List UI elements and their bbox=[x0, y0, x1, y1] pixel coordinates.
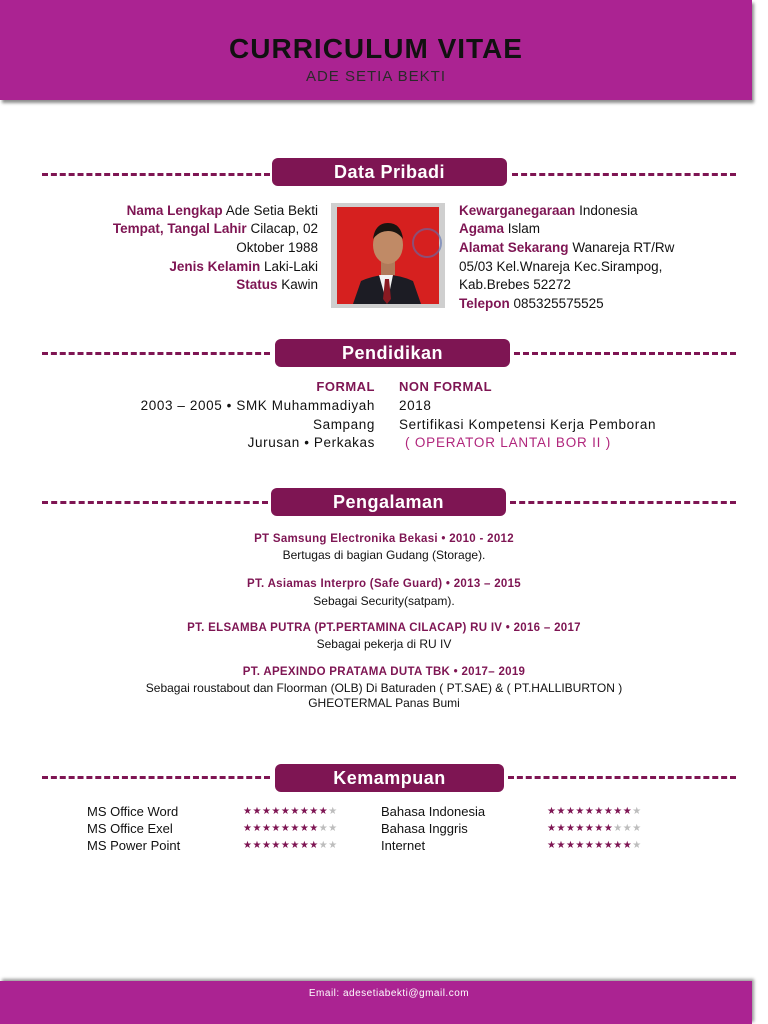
section-experience: Pengalaman bbox=[271, 488, 506, 516]
personal-label: Jenis Kelamin bbox=[169, 259, 261, 274]
star-filled-icon: ★ bbox=[280, 823, 291, 834]
star-filled-icon: ★ bbox=[299, 840, 310, 851]
star-filled-icon: ★ bbox=[309, 840, 319, 851]
star-empty-icon: ★ bbox=[622, 823, 633, 834]
star-filled-icon: ★ bbox=[556, 806, 566, 817]
star-filled-icon: ★ bbox=[243, 840, 253, 851]
personal-value: Wanareja RT/Rw bbox=[572, 240, 675, 255]
star-filled-icon: ★ bbox=[309, 823, 319, 834]
personal-value: Islam bbox=[507, 221, 541, 236]
personal-status-row bbox=[236, 276, 318, 295]
skill-name: Bahasa Indonesia bbox=[381, 804, 486, 819]
star-empty-icon: ★ bbox=[328, 823, 338, 834]
star-filled-icon: ★ bbox=[261, 823, 272, 834]
personal-name-row bbox=[127, 202, 318, 221]
star-empty-icon: ★ bbox=[613, 823, 623, 834]
personal-citizenship-row bbox=[459, 202, 638, 221]
star-filled-icon: ★ bbox=[309, 806, 319, 817]
star-empty-icon: ★ bbox=[328, 840, 338, 851]
skill-name: MS Office Exel bbox=[87, 821, 173, 836]
star-filled-icon: ★ bbox=[299, 823, 310, 834]
divider-line bbox=[42, 173, 270, 176]
nonformal-line: 2018 bbox=[399, 398, 432, 413]
personal-address-cont: 05/03 Kel.Wnareja Kec.Sirampog, bbox=[459, 259, 663, 274]
personal-address-row bbox=[459, 239, 674, 258]
section-education: Pendidikan bbox=[275, 339, 510, 367]
star-filled-icon: ★ bbox=[547, 806, 557, 817]
skill-name: Bahasa Inggris bbox=[381, 821, 468, 836]
personal-label: Kewarganegaraan bbox=[459, 203, 576, 218]
profile-photo bbox=[331, 203, 445, 308]
experience-title: PT. APEXINDO PRATAMA DUTA TBK • 2017– 2019 bbox=[242, 666, 526, 678]
star-filled-icon: ★ bbox=[280, 840, 291, 851]
star-filled-icon: ★ bbox=[271, 806, 281, 817]
experience-desc: GHEOTERMAL Panas Bumi bbox=[308, 696, 460, 710]
star-filled-icon: ★ bbox=[565, 806, 576, 817]
formal-line: Jurusan • Perkakas bbox=[247, 435, 375, 450]
experience-title: PT Samsung Electronika Bekasi • 2010 - 2012 bbox=[254, 533, 514, 545]
star-empty-icon: ★ bbox=[632, 823, 642, 834]
divider-line bbox=[510, 501, 736, 504]
personal-label: Alamat Sekarang bbox=[459, 240, 569, 255]
star-filled-icon: ★ bbox=[290, 823, 300, 834]
personal-religion-row bbox=[459, 220, 540, 239]
star-filled-icon: ★ bbox=[584, 823, 595, 834]
skill-name: Internet bbox=[381, 838, 426, 853]
personal-label: Agama bbox=[459, 221, 505, 236]
star-filled-icon: ★ bbox=[290, 806, 300, 817]
divider-line bbox=[508, 776, 736, 779]
star-filled-icon: ★ bbox=[622, 840, 633, 851]
star-filled-icon: ★ bbox=[575, 823, 585, 834]
divider-line bbox=[514, 352, 736, 355]
skill-name: MS Power Point bbox=[87, 838, 181, 853]
skill-rating bbox=[243, 823, 338, 834]
star-filled-icon: ★ bbox=[565, 840, 576, 851]
personal-value: Laki-Laki bbox=[263, 259, 318, 274]
personal-label: Nama Lengkap bbox=[126, 203, 223, 218]
personal-value: Indonesia bbox=[579, 203, 638, 218]
star-filled-icon: ★ bbox=[252, 823, 262, 834]
personal-gender-row bbox=[169, 258, 318, 277]
nonformal-highlight: ( OPERATOR LANTAI BOR II ) bbox=[405, 435, 612, 450]
nonformal-label: NON FORMAL bbox=[399, 379, 493, 394]
experience-title: PT. ELSAMBA PUTRA (PT.PERTAMINA CILACAP) RU IV • 2016 – 2017 bbox=[187, 622, 581, 634]
star-filled-icon: ★ bbox=[594, 823, 604, 834]
star-filled-icon: ★ bbox=[271, 840, 281, 851]
personal-birth-row bbox=[113, 220, 318, 239]
personal-label: Telepon bbox=[459, 296, 510, 311]
personal-value: Cilacap, 02 bbox=[250, 221, 318, 236]
star-filled-icon: ★ bbox=[575, 806, 585, 817]
star-filled-icon: ★ bbox=[613, 840, 623, 851]
star-filled-icon: ★ bbox=[261, 806, 272, 817]
experience-desc: Sebagai pekerja di RU IV bbox=[316, 637, 452, 651]
person-name: ADE SETIA BEKTI bbox=[305, 68, 447, 85]
footer-banner bbox=[0, 981, 752, 1024]
page-title: CURRICULUM VITAE bbox=[229, 33, 523, 64]
header-banner bbox=[0, 0, 752, 100]
personal-address-cont: Kab.Brebes 52272 bbox=[459, 277, 571, 292]
star-filled-icon: ★ bbox=[261, 840, 272, 851]
star-filled-icon: ★ bbox=[594, 840, 604, 851]
personal-label: Tempat, Tangal Lahir bbox=[112, 221, 247, 236]
skill-rating bbox=[243, 806, 338, 817]
personal-value: 085325575525 bbox=[513, 296, 604, 311]
experience-desc: Sebagai Security(satpam). bbox=[313, 594, 455, 608]
nonformal-line: Sertifikasi Kompetensi Kerja Pemboran bbox=[399, 417, 657, 432]
star-empty-icon: ★ bbox=[318, 840, 329, 851]
star-filled-icon: ★ bbox=[290, 840, 300, 851]
skill-rating bbox=[243, 840, 338, 851]
personal-value: Ade Setia Bekti bbox=[225, 203, 318, 218]
divider-line bbox=[42, 776, 270, 779]
star-filled-icon: ★ bbox=[622, 806, 633, 817]
experience-desc: Sebagai roustabout dan Floorman (OLB) Di Baturaden ( PT.SAE) & ( PT.HALLIBURTON ) bbox=[145, 681, 623, 695]
experience-desc: Bertugas di bagian Gudang (Storage). bbox=[282, 548, 486, 562]
star-filled-icon: ★ bbox=[584, 840, 595, 851]
star-filled-icon: ★ bbox=[243, 823, 253, 834]
divider-line bbox=[42, 501, 268, 504]
star-filled-icon: ★ bbox=[603, 840, 614, 851]
personal-value: Kawin bbox=[281, 277, 318, 292]
star-filled-icon: ★ bbox=[603, 823, 614, 834]
star-filled-icon: ★ bbox=[613, 806, 623, 817]
star-filled-icon: ★ bbox=[547, 823, 557, 834]
profile-photo-image bbox=[331, 203, 445, 308]
star-filled-icon: ★ bbox=[584, 806, 595, 817]
personal-value: Oktober 1988 bbox=[236, 240, 318, 255]
star-empty-icon: ★ bbox=[318, 823, 329, 834]
star-filled-icon: ★ bbox=[271, 823, 281, 834]
star-filled-icon: ★ bbox=[594, 806, 604, 817]
star-filled-icon: ★ bbox=[603, 806, 614, 817]
star-filled-icon: ★ bbox=[252, 806, 262, 817]
star-empty-icon: ★ bbox=[328, 806, 338, 817]
formal-line: 2003 – 2005 • SMK Muhammadiyah bbox=[140, 398, 375, 413]
section-personal: Data Pribadi bbox=[272, 158, 507, 186]
skill-rating bbox=[547, 840, 642, 851]
footer-email[interactable]: Email: adesetiabekti@gmail.com bbox=[308, 988, 470, 999]
personal-label: Status bbox=[236, 277, 278, 292]
personal-birth-row-cont bbox=[236, 239, 318, 258]
star-filled-icon: ★ bbox=[318, 806, 329, 817]
star-filled-icon: ★ bbox=[575, 840, 585, 851]
star-filled-icon: ★ bbox=[556, 823, 566, 834]
divider-line bbox=[512, 173, 736, 176]
skill-rating bbox=[547, 823, 642, 834]
section-skills: Kemampuan bbox=[275, 764, 504, 792]
skill-name: MS Office Word bbox=[87, 804, 179, 819]
formal-label: FORMAL bbox=[316, 379, 375, 394]
divider-line bbox=[42, 352, 270, 355]
star-filled-icon: ★ bbox=[556, 840, 566, 851]
star-filled-icon: ★ bbox=[565, 823, 576, 834]
star-filled-icon: ★ bbox=[252, 840, 262, 851]
formal-line: Sampang bbox=[313, 417, 375, 432]
star-filled-icon: ★ bbox=[243, 806, 253, 817]
personal-phone-row bbox=[459, 295, 604, 314]
star-filled-icon: ★ bbox=[547, 840, 557, 851]
experience-title: PT. Asiamas Interpro (Safe Guard) • 2013 – 2015 bbox=[246, 578, 521, 590]
skill-rating bbox=[547, 806, 642, 817]
star-filled-icon: ★ bbox=[280, 806, 291, 817]
star-filled-icon: ★ bbox=[299, 806, 310, 817]
star-empty-icon: ★ bbox=[632, 840, 642, 851]
star-empty-icon: ★ bbox=[632, 806, 642, 817]
